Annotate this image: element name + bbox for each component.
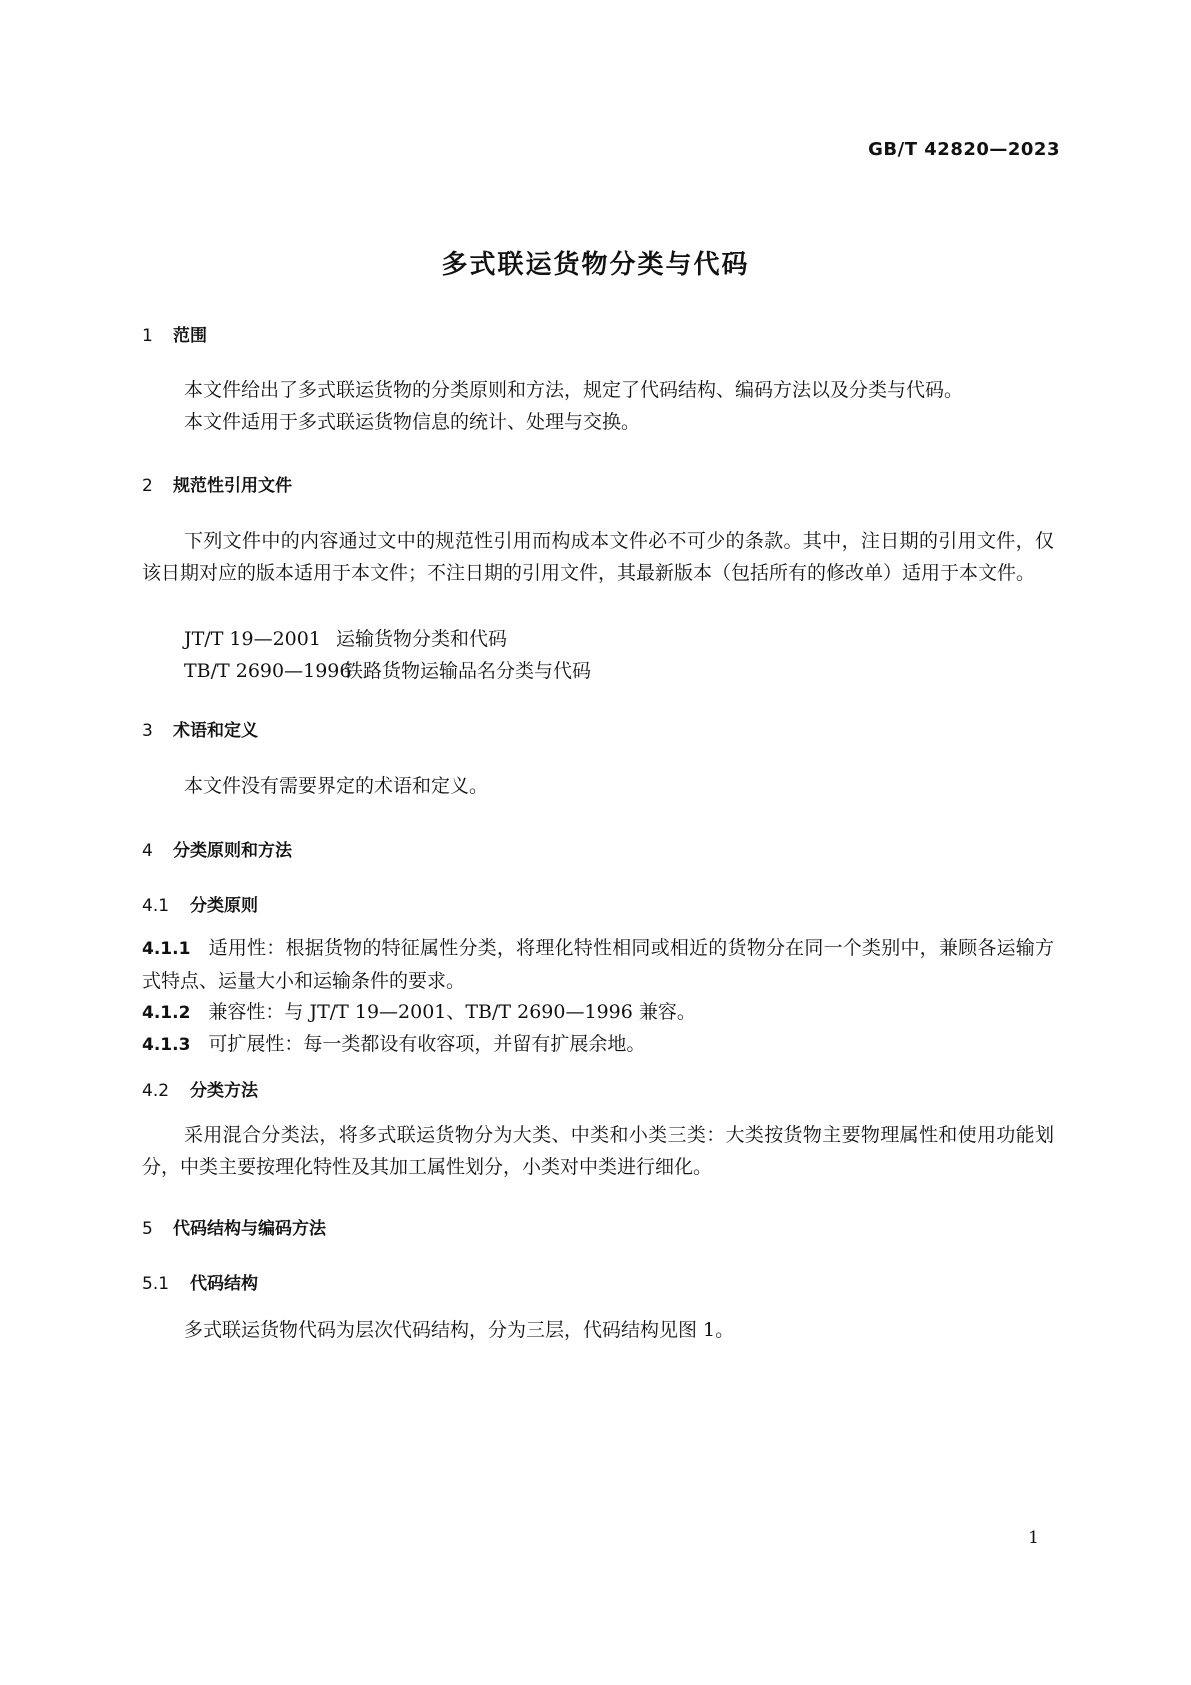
standard-number	[868, 139, 1060, 160]
clause-number: 4.1.2	[142, 1003, 191, 1023]
section-5-heading	[142, 1214, 326, 1239]
subsection-number: 4.1	[142, 896, 170, 916]
clause-text: 可扩展性：每一类都设有收容项，并留有扩展余地。	[208, 1033, 646, 1055]
subsection-4-2-heading	[142, 1076, 258, 1101]
paragraph: 本文件给出了多式联运货物的分类原则和方法，规定了代码结构、编码方法以及分类与代码。	[184, 379, 964, 401]
section-number: 2	[142, 476, 153, 496]
standard-prefix: GB/T	[868, 139, 918, 160]
section-title: 范围	[173, 326, 207, 346]
paragraph: 下列文件中的内容通过文中的规范性引用而构成本文件必不可少的条款。其中，注日期的引用文件，仅该日期对应的版本适用于本文件；不注日期的引用文件，其最新版本（包括所有的修改单）适用于本文件。	[142, 530, 1054, 584]
section-1-heading	[142, 321, 207, 346]
section-number: 1	[142, 326, 153, 346]
clause-text: 适用性：根据货物的特征属性分类，将理化特性相同或相近的货物分在同一个类别中，兼顾各运输方式特点、运量大小和运输条件的要求。	[142, 937, 1054, 992]
reference-item	[184, 656, 591, 683]
subsection-number: 5.1	[142, 1274, 170, 1294]
page-number: 1	[1028, 1528, 1039, 1548]
reference-name: 铁路货物运输品名分类与代码	[344, 660, 592, 682]
subsection-title: 分类方法	[190, 1081, 258, 1101]
subsection-title: 分类原则	[190, 896, 258, 916]
clause-4-1-3	[142, 1028, 1054, 1061]
paragraph: 采用混合分类法，将多式联运货物分为大类、中类和小类三类：大类按货物主要物理属性和使用功能划分，中类主要按理化特性及其加工属性划分，小类对中类进行细化。	[142, 1124, 1054, 1178]
subsection-title: 代码结构	[190, 1274, 258, 1294]
section-title: 代码结构与编码方法	[173, 1219, 326, 1239]
subsection-number: 4.2	[142, 1081, 170, 1101]
clause-4-1-1	[142, 932, 1054, 997]
paragraph: 本文件适用于多式联运货物信息的统计、处理与交换。	[184, 411, 641, 433]
reference-item	[184, 624, 507, 651]
subsection-5-1-heading	[142, 1269, 258, 1294]
standard-code: 42820—2023	[924, 139, 1060, 160]
section-3-heading	[142, 716, 258, 741]
section-number: 3	[142, 721, 153, 741]
reference-code: JT/T 19—2001	[184, 628, 321, 650]
clause-4-1-2	[142, 996, 1054, 1029]
subsection-4-1-heading	[142, 891, 258, 916]
clause-number: 4.1.1	[142, 939, 191, 959]
section-title: 规范性引用文件	[173, 476, 292, 496]
section-number: 4	[142, 841, 153, 861]
section-number: 5	[142, 1219, 153, 1239]
reference-name: 运输货物分类和代码	[336, 628, 508, 650]
section-2-heading	[142, 471, 292, 496]
section-4-heading	[142, 836, 292, 861]
section-title: 术语和定义	[173, 721, 258, 741]
clause-number: 4.1.3	[142, 1035, 191, 1055]
reference-code: TB/T 2690—1996	[184, 660, 352, 682]
document-title: 多式联运货物分类与代码	[441, 250, 750, 280]
clause-text: 兼容性：与 JT/T 19—2001、TB/T 2690—1996 兼容。	[208, 1001, 696, 1023]
paragraph: 本文件没有需要界定的术语和定义。	[184, 775, 489, 797]
paragraph: 多式联运货物代码为层次代码结构，分为三层，代码结构见图 1。	[184, 1319, 735, 1341]
section-title: 分类原则和方法	[173, 841, 292, 861]
